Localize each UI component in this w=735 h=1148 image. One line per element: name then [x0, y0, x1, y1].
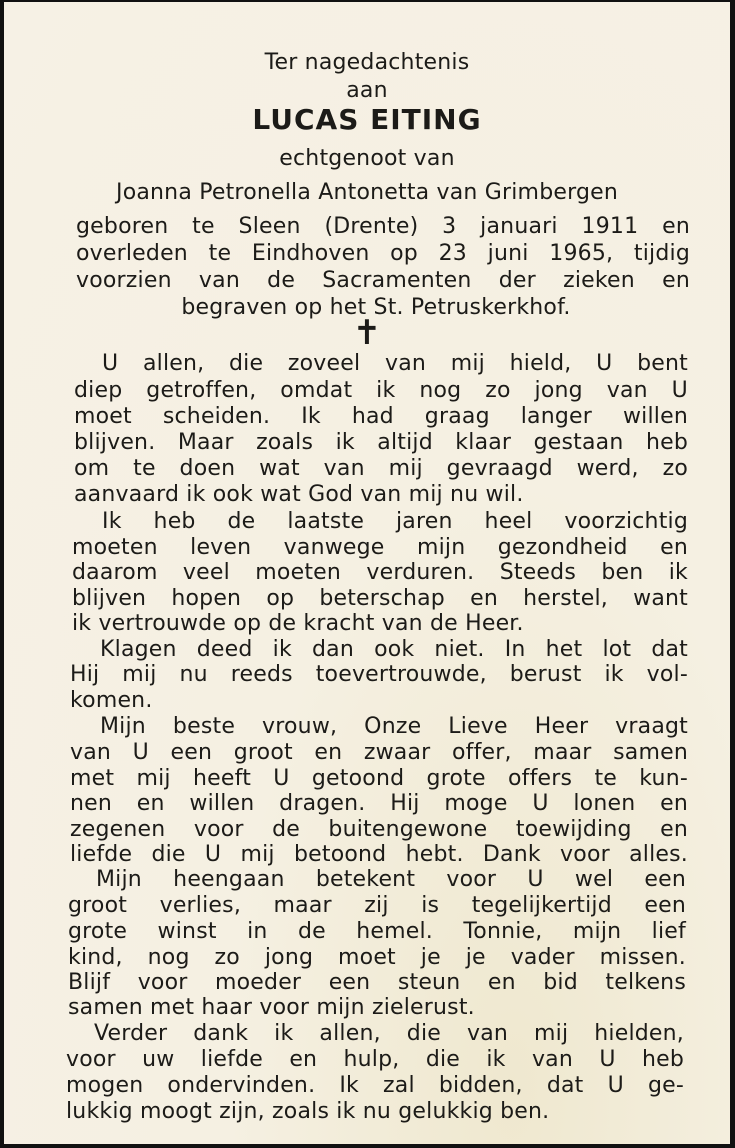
body-line: komen.: [70, 688, 153, 713]
body-line: van U een groot en zwaar offer, maar samen: [70, 740, 688, 765]
body-line: Klagen deed ik dan ook niet. In het lot dat: [100, 637, 688, 662]
spouse-name: Joanna Petronella Antonetta van Grimbergen: [116, 180, 618, 205]
body-line: Blijf voor moeder een steun en bid telkens: [68, 970, 686, 995]
body-line: aanvaard ik ook wat God van mij nu wil.: [74, 482, 524, 507]
body-line: Mijn beste vrouw, Onze Lieve Heer vraagt: [100, 714, 688, 739]
header-line-aan: aan: [346, 78, 388, 103]
body-line: liefde die U mij betoond hebt. Dank voor alles.: [70, 842, 688, 867]
details-line: voorzien van de Sacramenten der zieken en: [76, 268, 690, 293]
body-line: grote winst in de hemel. Tonnie, mijn lief: [68, 919, 686, 944]
cross-icon: ✝: [352, 313, 382, 353]
details-line: begraven op het St. Petruskerkhof.: [181, 295, 571, 320]
body-line: daarom veel moeten verduren. Steeds ben ik: [72, 560, 688, 585]
body-line: lukkig moogt zijn, zoals ik nu gelukkig ben.: [66, 1099, 550, 1124]
body-line: moeten leven vanwege mijn gezondheid en: [72, 535, 688, 560]
body-line: samen met haar voor mijn zielerust.: [68, 995, 475, 1020]
body-line: U allen, die zoveel van mij hield, U bent: [102, 351, 688, 376]
body-line: mogen ondervinden. Ik zal bidden, dat U ge-: [66, 1073, 684, 1098]
body-line: blijven hopen op beterschap en herstel, want: [72, 586, 688, 611]
deceased-name: LUCAS EITING: [252, 103, 482, 136]
body-line: groot verlies, maar zij is tegelijkertijd een: [68, 893, 686, 918]
body-line: diep getroffen, omdat ik nog zo jong van U: [74, 378, 688, 403]
header-line-ter-nagedachtenis: Ter nagedachtenis: [264, 50, 470, 75]
header-line-echtgenoot: echtgenoot van: [279, 146, 455, 171]
memorial-card: [4, 2, 730, 1144]
body-line: Ik heb de laatste jaren heel voorzichtig: [102, 509, 688, 534]
body-line: Hij mij nu reeds toevertrouwde, berust ik vol-: [70, 662, 688, 687]
body-line: met mij heeft U getoond grote offers te kun-: [70, 766, 688, 791]
body-line: kind, nog zo jong moet je je vader missen.: [68, 945, 686, 970]
body-line: nen en willen dragen. Hij moge U lonen en: [70, 791, 688, 816]
details-line: geboren te Sleen (Drente) 3 januari 1911 en: [76, 214, 690, 239]
body-line: Mijn heengaan betekent voor U wel een: [96, 867, 686, 892]
body-line: om te doen wat van mij gevraagd werd, zo: [74, 456, 688, 481]
body-line: ik vertrouwde op de kracht van de Heer.: [72, 611, 524, 636]
body-line: Verder dank ik allen, die van mij hielden,: [94, 1021, 684, 1046]
body-line: blijven. Maar zoals ik altijd klaar gestaan heb: [74, 430, 688, 455]
body-line: moet scheiden. Ik had graag langer willen: [74, 404, 688, 429]
body-line: voor uw liefde en hulp, die ik van U heb: [66, 1047, 684, 1072]
details-line: overleden te Eindhoven op 23 juni 1965, tijdig: [76, 241, 690, 266]
body-line: zegenen voor de buitengewone toewijding en: [70, 817, 688, 842]
